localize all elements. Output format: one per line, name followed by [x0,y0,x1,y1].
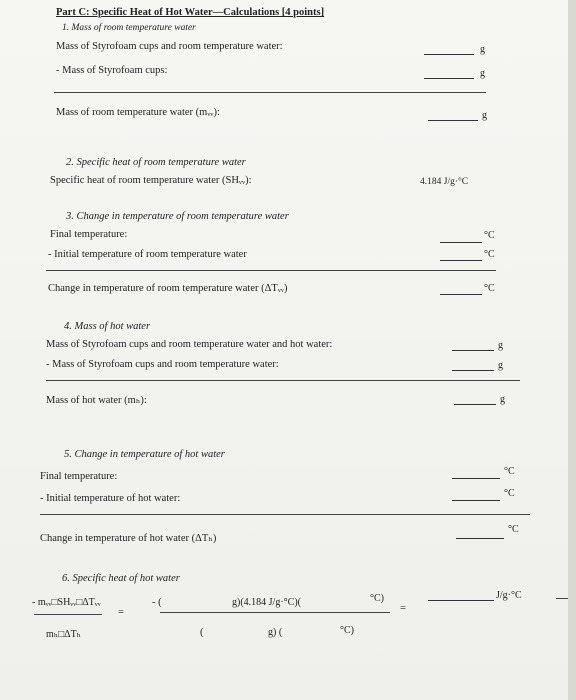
s1-sum-rule [54,92,486,93]
s1-line2-unit: g [480,68,485,79]
s1-line1-blank[interactable] [424,54,474,55]
section-5-heading: 5. Change in temperature of hot water [64,449,225,460]
s4-line1-unit: g [498,340,503,351]
s4-line1-blank[interactable] [452,350,494,351]
s2-value: 4.184 J/g·°C [420,177,469,187]
s1-line1-label: Mass of Styrofoam cups and room temperature water: [56,41,283,52]
s2-line1-label: Specific heat of room temperature water (SHᵥᵥ): [50,175,252,186]
calc-denom-mid: g) ( [268,627,283,638]
formula-fraction-bar [34,614,102,615]
s3-line3-label: Change in temperature of room temperature water (ΔTᵥᵥ) [48,283,288,294]
calc-denom-open: ( [200,627,204,638]
calc-equals: = [400,603,406,614]
calc-numer-open: - ( [152,597,162,608]
s5-sum-rule [40,514,530,515]
formula-equals: = [118,607,124,618]
calc-fraction-bar [160,612,390,613]
section-4-heading: 4. Mass of hot water [64,321,151,332]
s5-line2-unit: °C [504,488,515,499]
s3-line2-unit: °C [484,249,495,260]
s5-line1-label: Final temperature: [40,471,118,482]
s4-line3-unit: g [500,394,505,405]
s1-line3-blank[interactable] [428,120,478,121]
s3-line2-blank[interactable] [440,260,482,261]
page-edge [568,0,576,700]
s5-line3-label: Change in temperature of hot water (ΔTₕ) [40,533,217,544]
s1-line3-unit: g [482,110,487,121]
s3-line1-unit: °C [484,230,495,241]
s5-line1-unit: °C [504,466,515,477]
s5-line2-blank[interactable] [452,500,500,501]
s4-sum-rule [46,380,520,381]
section-1-heading: 1. Mass of room temperature water [62,23,196,33]
s3-line2-label: - Initial temperature of room temperature water [48,249,247,260]
result-unit: J/g·°C [496,590,522,601]
s4-line2-label: - Mass of Styrofoam cups and room temperature water: [46,359,279,370]
s3-line1-label: Final temperature: [50,229,128,240]
s5-line3-unit: °C [508,524,519,535]
s4-line3-label: Mass of hot water (mₕ): [46,395,147,406]
s5-line3-blank[interactable] [456,538,504,539]
s4-line1-label: Mass of Styrofoam cups and room temperature water and hot water: [46,339,333,350]
result-blank[interactable] [428,600,494,601]
section-2-heading: 2. Specific heat of room temperature water [66,157,246,168]
s1-line1-unit: g [480,44,485,55]
calc-denom-close: °C) [340,625,354,636]
s4-line2-unit: g [498,360,503,371]
s3-line1-blank[interactable] [440,242,482,243]
s5-line2-label: - Initial temperature of hot water: [40,493,181,504]
s4-line3-blank[interactable] [454,404,496,405]
calc-numer-close: °C) [370,593,384,604]
section-6-heading: 6. Specific heat of hot water [62,573,180,584]
s5-line1-blank[interactable] [452,478,500,479]
formula-denominator: mₕ□ΔTₕ [46,629,82,640]
s3-line3-unit: °C [484,283,495,294]
formula-numerator: - mᵥᵥ□SHᵥᵥ□ΔTᵥᵥ [32,597,101,608]
calc-numer-mid: g)(4.184 J/g·°C)( [232,597,301,608]
part-title: Part C: Specific Heat of Hot Water—Calculations [4 points] [56,7,325,18]
s3-line3-blank[interactable] [440,294,482,295]
s4-line2-blank[interactable] [452,370,494,371]
s3-sum-rule [46,270,496,271]
s1-line2-blank[interactable] [424,78,474,79]
s1-line3-label: Mass of room temperature water (mᵥᵥ): [56,107,220,118]
section-3-heading: 3. Change in temperature of room temperature water [66,211,289,222]
s1-line2-label: - Mass of Styrofoam cups: [56,65,168,76]
